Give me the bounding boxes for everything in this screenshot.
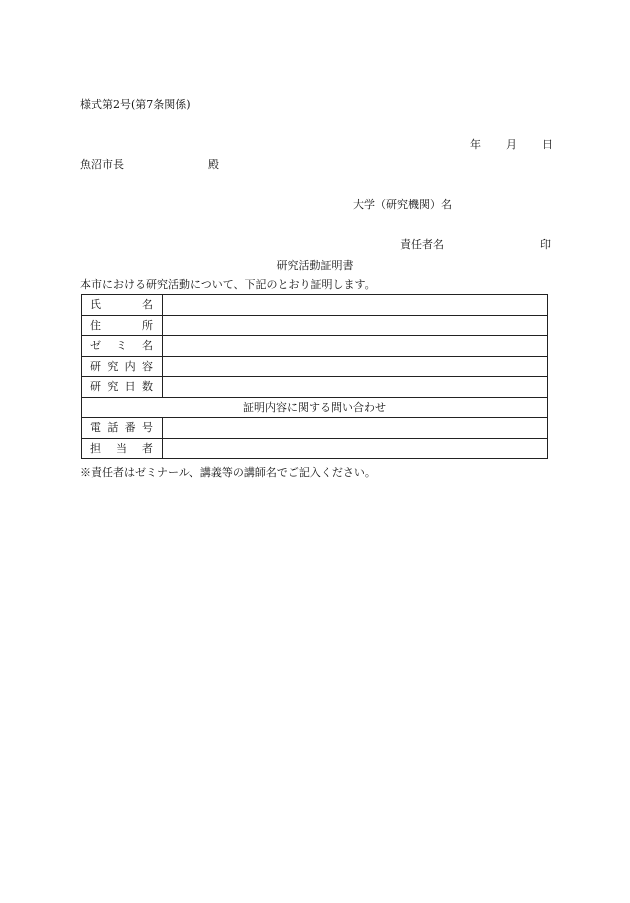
row-label-char: 話 <box>107 421 119 435</box>
date-day-label: 日 <box>542 138 553 151</box>
row-label <box>82 336 163 357</box>
contact-header: 証明内容に関する問い合わせ <box>82 397 548 418</box>
date-month-label: 月 <box>506 138 517 151</box>
seal-mark: 印 <box>540 238 551 251</box>
table-row <box>82 418 548 439</box>
table-row <box>82 438 548 459</box>
row-label-char: 番 <box>124 421 136 435</box>
row-label-char: 容 <box>141 359 153 373</box>
addressee-honorific: 殿 <box>208 158 219 171</box>
contact-header-row <box>82 397 548 418</box>
table-row <box>82 315 548 336</box>
row-label-char: ミ <box>116 339 127 353</box>
row-value-field[interactable] <box>163 295 548 316</box>
table-row <box>82 377 548 398</box>
row-label <box>82 356 163 377</box>
row-label-char: 内 <box>124 359 136 373</box>
row-label-char: 住 <box>90 318 101 332</box>
row-value-field[interactable] <box>163 438 548 459</box>
row-label-char: 数 <box>141 380 153 394</box>
intro-text: 本市における研究活動について、下記のとおり証明します。 <box>80 278 376 291</box>
row-label-char: 究 <box>107 359 119 373</box>
responsible-person-label: 責任者名 <box>400 238 444 251</box>
table-row <box>82 295 548 316</box>
certificate-form-table <box>81 294 548 459</box>
responsible-person-line <box>400 238 550 251</box>
row-label-char: 日 <box>124 380 136 394</box>
document-title: 研究活動証明書 <box>276 259 354 272</box>
row-label-char: 号 <box>141 421 153 435</box>
row-value-field[interactable] <box>163 377 548 398</box>
row-label-char: 者 <box>142 441 153 455</box>
table-row <box>82 356 548 377</box>
row-value-field[interactable] <box>163 315 548 336</box>
row-value-field[interactable] <box>163 336 548 357</box>
row-label <box>82 438 163 459</box>
row-label-char: 当 <box>116 441 127 455</box>
row-label-char: 所 <box>142 318 153 332</box>
footnote: ※責任者はゼミナール、講義等の講師名でご記入ください。 <box>80 466 376 479</box>
row-label <box>82 418 163 439</box>
row-label-char: 名 <box>142 298 153 312</box>
institution-name-label: 大学（研究機関）名 <box>353 198 452 211</box>
row-label-char: 研 <box>90 359 101 373</box>
row-label-char: ゼ <box>90 339 101 353</box>
row-value-field[interactable] <box>163 418 548 439</box>
row-label-char: 名 <box>142 339 153 353</box>
row-value-field[interactable] <box>163 356 548 377</box>
row-label-char: 担 <box>90 441 101 455</box>
addressee-name: 魚沼市長 <box>80 158 124 171</box>
row-label <box>82 377 163 398</box>
row-label-char: 電 <box>90 421 101 435</box>
table-row <box>82 336 548 357</box>
row-label <box>82 295 163 316</box>
row-label <box>82 315 163 336</box>
row-label-char: 氏 <box>90 298 101 312</box>
date-year-label: 年 <box>470 138 481 151</box>
row-label-char: 研 <box>90 380 101 394</box>
form-number: 様式第2号(第7条関係) <box>80 98 191 111</box>
addressee <box>80 158 219 171</box>
row-label-char: 究 <box>107 380 119 394</box>
